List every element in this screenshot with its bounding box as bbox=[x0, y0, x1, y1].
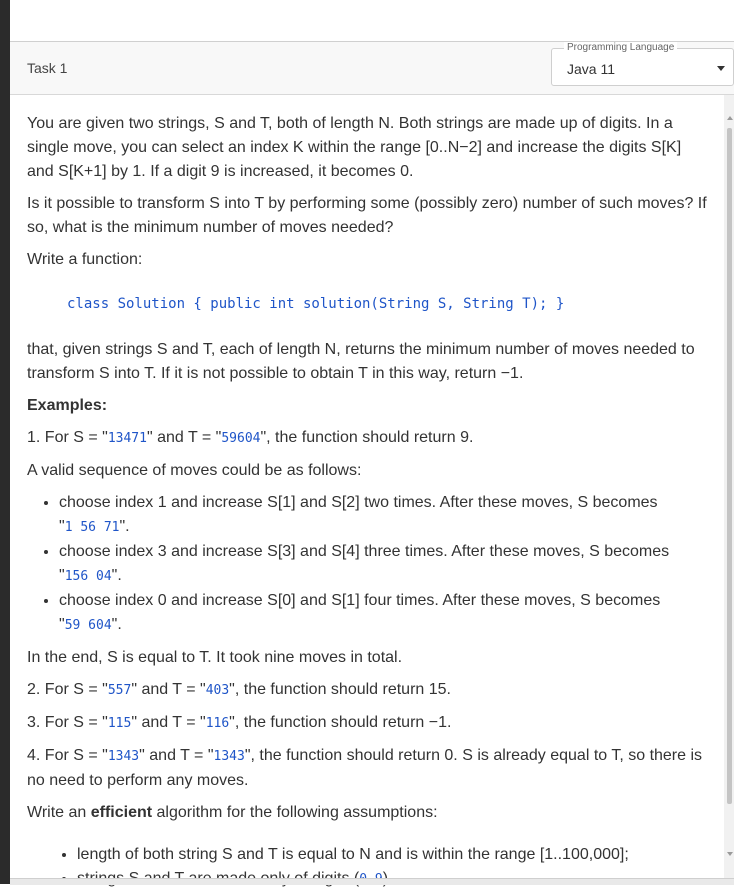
example-4-t: 1343 bbox=[213, 749, 245, 764]
example-2-s: 557 bbox=[107, 683, 132, 698]
function-description: that, given strings S and T, each of length N, returns the minimum number of moves needed to transform S into T. If it is not possible to obtain T in this way, return −1. bbox=[27, 341, 695, 382]
example-1-s: 13471 bbox=[107, 431, 147, 446]
problem-description-panel[interactable] bbox=[10, 95, 724, 878]
list-item: • length of both string S and T is equal to N and is within the range [1..100,000]; bbox=[77, 843, 712, 867]
end-note: In the end, S is equal to T. It took nine moves in total. bbox=[27, 649, 403, 666]
left-edge-strip bbox=[0, 0, 10, 884]
move-result-code: 1 56 71 bbox=[64, 520, 120, 535]
example-3: 3. For S = "115" and T = "116", the function should return −1. bbox=[27, 714, 452, 731]
examples-heading: Examples: bbox=[27, 397, 108, 414]
language-select-caption: Programming Language bbox=[564, 42, 677, 54]
efficient-bold: efficient bbox=[90, 804, 153, 821]
valid-sequence-text: A valid sequence of moves could be as follows: bbox=[27, 462, 362, 479]
example-1-t: 59604 bbox=[221, 431, 261, 446]
scroll-up-arrow-icon[interactable] bbox=[727, 116, 733, 120]
list-item: • choose index 1 and increase S[1] and S[2] two times. After these moves, S becomes "1 56 71". bbox=[59, 491, 712, 540]
problem-question: Is it possible to transform S into T by performing some (possibly zero) number of such moves? If so, what is the minimum number of moves needed? bbox=[27, 195, 707, 236]
example-4: 4. For S = "1343" and T = "1343", the function should return 0. S is already equal to T, so there is no need to perform any moves. bbox=[27, 747, 703, 789]
example-4-s: 1343 bbox=[107, 749, 140, 764]
language-select-value: Java 11 bbox=[567, 61, 615, 77]
moves-list bbox=[27, 491, 712, 638]
example-2-t: 403 bbox=[205, 683, 230, 698]
move-result-code: 156 04 bbox=[64, 569, 112, 584]
problem-intro: You are given two strings, S and T, both of length N. Both strings are made up of digits. In a single move, you can select an index K within the range [0..N−2] and increase the digits S[K] and S[K+1] by 1. If a digit 9 is increased, it becomes 0. bbox=[27, 115, 682, 180]
write-function-text: Write a function: bbox=[27, 251, 143, 268]
programming-language-select[interactable] bbox=[551, 42, 734, 86]
top-area bbox=[10, 0, 734, 42]
bottom-divider bbox=[10, 878, 734, 885]
move-result-code: 59 604 bbox=[64, 618, 112, 633]
example-2: 2. For S = "557" and T = "403", the function should return 15. bbox=[27, 681, 451, 698]
scroll-down-arrow-icon[interactable] bbox=[727, 852, 733, 856]
list-item: • choose index 0 and increase S[0] and S[1] four times. After these moves, S becomes "59 604". bbox=[59, 589, 712, 638]
scrollbar-thumb[interactable] bbox=[727, 128, 732, 804]
efficiency-text: Write an efficient algorithm for the following assumptions: bbox=[27, 804, 438, 821]
dropdown-arrow-icon[interactable] bbox=[717, 66, 725, 71]
list-item: • choose index 3 and increase S[3] and S[4] three times. After these moves, S becomes "156 04". bbox=[59, 540, 712, 589]
example-3-s: 115 bbox=[107, 716, 132, 731]
task-tab-title[interactable]: Task 1 bbox=[27, 60, 68, 76]
function-signature-code: class Solution { public int solution(String S, String T); } bbox=[67, 296, 565, 312]
task-header-bar bbox=[10, 42, 734, 95]
example-3-t: 116 bbox=[205, 716, 230, 731]
example-1: 1. For S = "13471" and T = "59604", the function should return 9. bbox=[27, 429, 474, 446]
